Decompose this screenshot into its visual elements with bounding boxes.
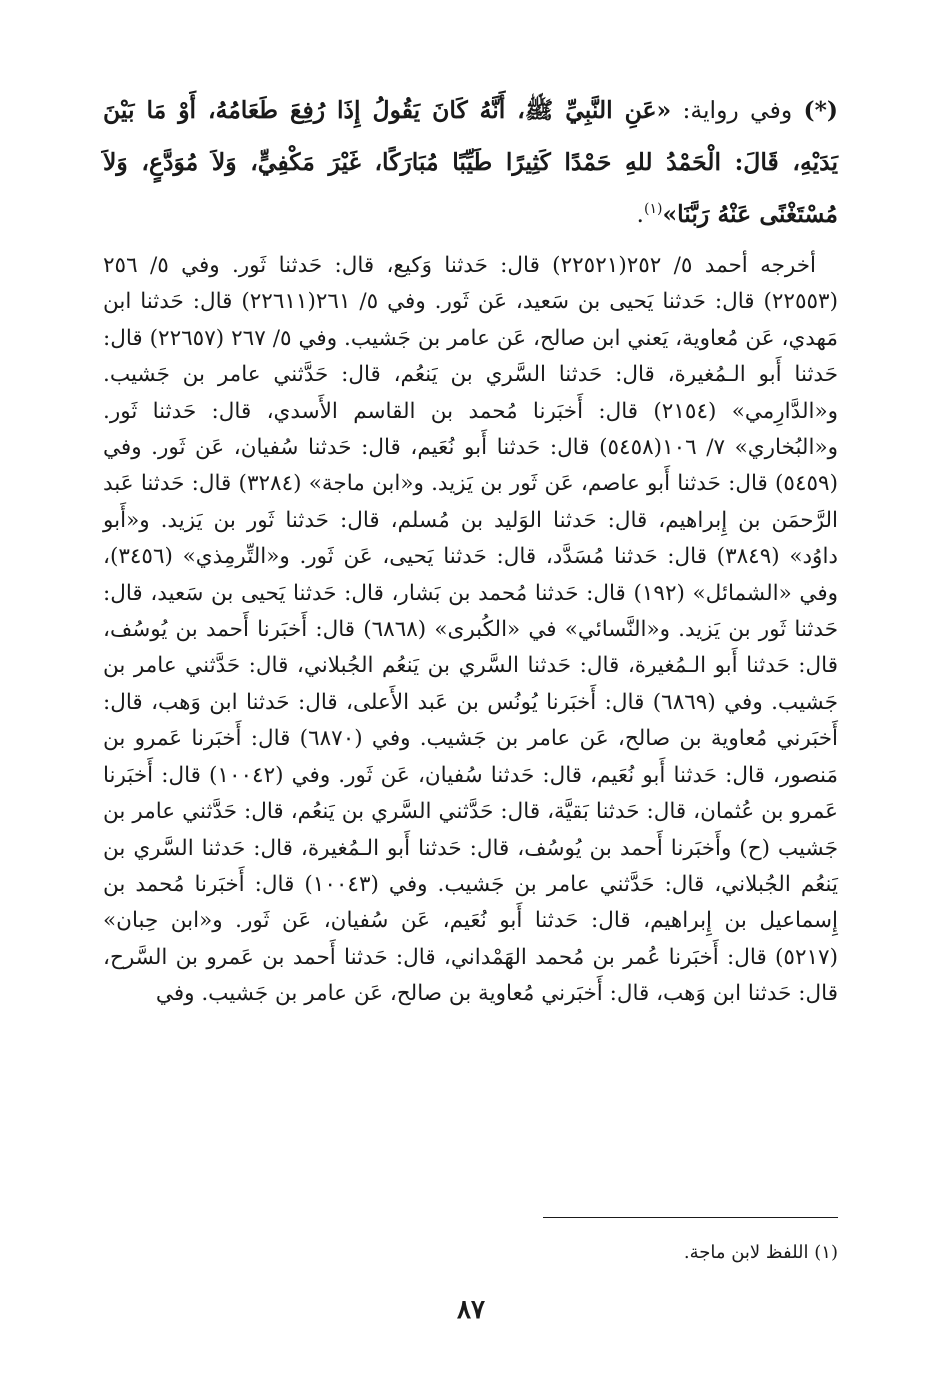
star-marker: (*) [803,96,838,124]
footnote-reference: (١) [643,201,663,218]
hadith-lead: وفي رواية: [671,96,804,124]
page-number: ٨٧ [457,1295,485,1325]
footnote: (١) اللفظ لابن ماجة. [683,1242,838,1263]
hadith-end: . [636,200,644,228]
hadith-quote: «عَنِ النَّبِيِّ ﷺ، أَنَّهُ كَانَ يَقُولُ إِذَا رُفِعَ طَعَامُهُ، أَوْ مَا بَيْنَ يَدَيْهِ، قَالَ: الْحَمْدُ للهِ حَمْدًا كَثِيرًا طَيِّبًا مُبَارَكًا، غَيْرَ مَكْفِيٍّ، وَلاَ مُوَدَّعٍ، وَلاَ مُسْتَغْنًى عَنْهُ رَبَّنَا» [103,96,838,228]
takhrij-paragraph: أخرجه أحمد ٥/ ٢٥٢(٢٢٥٢١) قال: حَدثنا وَكيع، قال: حَدثنا ثَور. وفي ٥/ ٢٥٦ (٢٢٥٥٣) قال: حَدثنا يَحيى بن سَعيد، عَن ثَور. وفي ٥/ ٢٦١(٢٢٦١١) قال: حَدثنا ابن مَهدي، عَن مُعاوية، يَعني ابن صالح، عَن عامر بن جَشيب. وفي ٥/ ٢٦٧ (٢٢٦٥٧) قال: حَدثنا أَبو الـمُغيرة، قال: حَدثنا السَّري بن يَنعُم، قال: حَدَّثني عامر بن جَشيب. و«الدَّارِمي» (٢١٥٤) قال: أَخبَرنا مُحمد بن القاسم الأَسدي، قال: حَدثنا ثَور. و«البُخاري» ٧/ ١٠٦(٥٤٥٨) قال: حَدثنا أَبو نُعَيم، قال: حَدثنا سُفيان، عَن ثَور. وفي (٥٤٥٩) قال: حَدثنا أَبو عاصم، عَن ثَور بن يَزيد. و«ابن ماجة» (٣٢٨٤) قال: حَدثنا عَبد الرَّحمَن بن إِبراهيم، قال: حَدثنا الوَليد بن مُسلم، قال: حَدثنا ثَور بن يَزيد. و«أَبو داوُد» (٣٨٤٩) قال: حَدثنا مُسَدَّد، قال: حَدثنا يَحيى، عَن ثَور. و«التِّرمِذي» (٣٤٥٦)، وفي «الشمائل» (١٩٢) قال: حَدثنا مُحمد بن بَشار، قال: حَدثنا يَحيى بن سَعيد، قال: حَدثنا ثَور بن يَزيد. و«النَّسائي» في «الكُبرى» (٦٨٦٨) قال: أَخبَرنا أَحمد بن يُوسُف، قال: حَدثنا أَبو الـمُغيرة، قال: حَدثنا السَّري بن يَنعُم الجُبلاني، قال: حَدَّثني عامر بن جَشيب. وفي (٦٨٦٩) قال: أَخبَرنا يُونُس بن عَبد الأَعلى، قال: حَدثنا ابن وَهب، قال: أَخبَرني مُعاوية بن صالح، عَن عامر بن جَشيب. وفي (٦٨٧٠) قال: أَخبَرنا عَمرو بن مَنصور، قال: حَدثنا أَبو نُعَيم، قال: حَدثنا سُفيان، عَن ثَور. وفي (١٠٠٤٢) قال: أَخبَرنا عَمرو بن عُثمان، قال: حَدثنا بَقيَّة، قال: حَدَّثني السَّري بن يَنعُم، قال: حَدَّثني عامر بن جَشيب (ح) وأَخبَرنا أَحمد بن يُوسُف، قال: حَدثنا أَبو الـمُغيرة، قال: حَدثنا السَّري بن يَنعُم الجُبلاني، قال: حَدَّثني عامر بن جَشيب. وفي (١٠٠٤٣) قال: أَخبَرنا مُحمد بن إِسماعيل بن إِبراهيم، قال: حَدثنا أَبو نُعَيم، عَن سُفيان، عَن ثَور. و«ابن حِبان» (٥٢١٧) قال: أَخبَرنا عُمر بن مُحمد الهَمْداني، قال: حَدثنا أَحمد بن عَمرو بن السَّرح، قال: حَدثنا ابن وَهب، قال: أَخبَرني مُعاوية بن صالح، عَن عامر بن جَشيب. وفي [103,253,839,1007]
footnote-separator [543,1217,838,1218]
hadith-text [103,84,838,240]
